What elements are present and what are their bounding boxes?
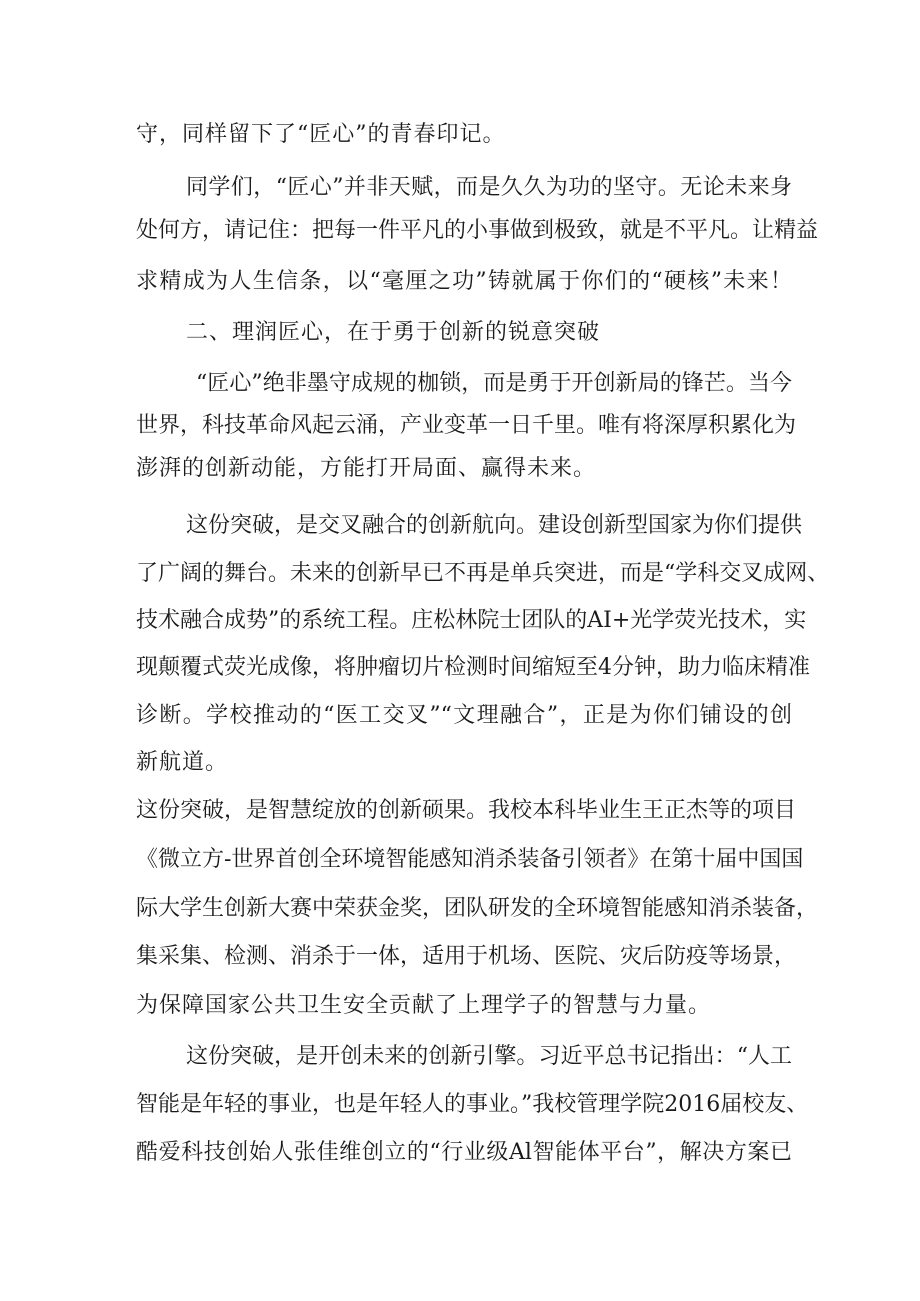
text-line: 这份突破，是智慧绽放的创新硕果。我校本科毕业生王正杰等的项目 bbox=[136, 798, 797, 823]
text-line: 诊断。学校推动的“医工交叉”“文理融合”，正是为你们铺设的创 bbox=[136, 703, 792, 728]
text-line: 《微立方-世界首创全环境智能感知消杀装备引领者》在第十届中国国 bbox=[136, 847, 804, 872]
text-line: 同学们，“匠心”并非天赋，而是久久为功的坚守。无论未来身 bbox=[186, 175, 792, 200]
text-line: 守，同样留下了“匠心”的青春印记。 bbox=[136, 122, 506, 147]
text-line: “匠心”绝非墨守成规的枷锁，而是勇于开创新局的锋芒。当今 bbox=[196, 371, 792, 396]
text-line: 澎湃的创新动能，方能打开局面、赢得未来。 bbox=[136, 456, 597, 481]
text-line: 求精成为人生信条，以“毫厘之功”铸就属于你们的“硬核”未来！ bbox=[136, 269, 792, 294]
text-line: 际大学生创新大赛中荣获金奖，团队研发的全环境智能感知消杀装备， bbox=[136, 896, 819, 921]
text-line: 技术融合成势”的系统工程。庄松林院士团队的AI+光学荧光技术，实 bbox=[136, 608, 807, 633]
text-line: 现颠覆式荧光成像，将肿瘤切片检测时间缩短至4分钟，助力临床精准 bbox=[136, 655, 810, 680]
text-line: 世界，科技革命风起云涌，产业变革一日千里。唯有将深厚积累化为 bbox=[136, 413, 797, 438]
text-line: 智能是年轻的事业，也是年轻人的事业。”我校管理学院2016届校友、 bbox=[136, 1092, 809, 1117]
text-line: 这份突破，是交叉融合的创新航向。建设创新型国家为你们提供 bbox=[186, 513, 803, 538]
text-line: 新航道。 bbox=[136, 750, 229, 775]
text-line: 为保障国家公共卫生安全贡献了上理学子的智慧与力量。 bbox=[136, 993, 712, 1018]
text-line: 了广阔的舞台。未来的创新早已不再是单兵突进，而是“学科交叉成网、 bbox=[136, 561, 830, 586]
section-heading: 二、理润匠心，在于勇于创新的锐意突破 bbox=[186, 320, 601, 345]
text-line: 酷爱科技创始人张佳维创立的“行业级Al智能体平台”，解决方案已 bbox=[136, 1140, 792, 1165]
text-line: 集采集、检测、消杀于一体，适用于机场、医院、灾后防疫等场景， bbox=[136, 944, 797, 969]
text-line: 处何方，请记住：把每一件平凡的小事做到极致，就是不平凡。让精益 bbox=[136, 218, 819, 243]
text-line: 这份突破，是开创未来的创新引擎。习近平总书记指出：“人工 bbox=[186, 1044, 792, 1069]
